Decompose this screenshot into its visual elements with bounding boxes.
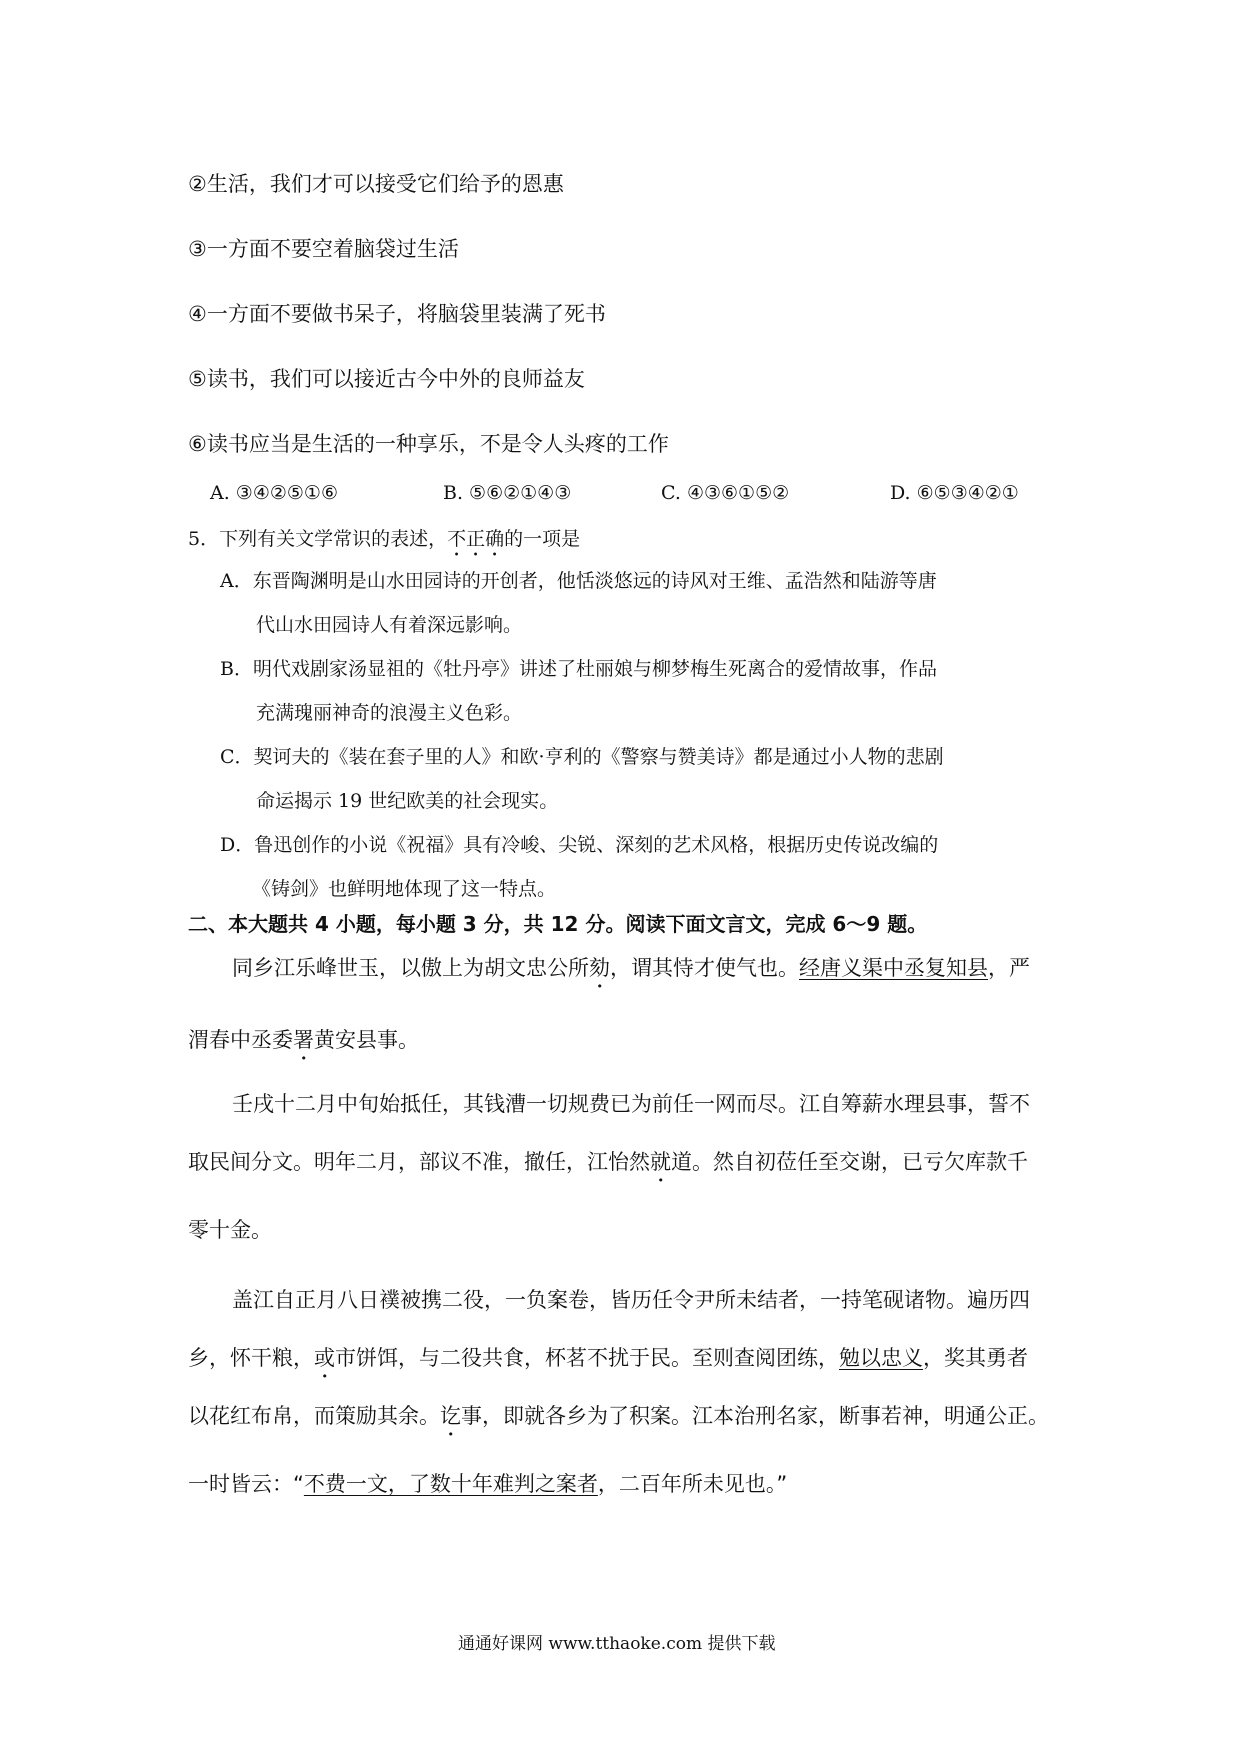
passage-text: ，谓其恃才使气也。 bbox=[610, 956, 799, 980]
passage-emphasis: 或 bbox=[314, 1346, 335, 1370]
sequence-item-5: ⑤读书，我们可以接近古今中外的良师益友 bbox=[188, 367, 585, 391]
q5-option-d-line2: 《铸剑》也鲜明地体现了这一特点。 bbox=[252, 878, 557, 900]
passage-p3-line2 bbox=[188, 1346, 1028, 1383]
sequence-item-6: ⑥读书应当是生活的一种享乐，不是令人头疼的工作 bbox=[188, 432, 669, 456]
passage-emphasis: 讫 bbox=[440, 1404, 461, 1428]
passage-text: 一时皆云：“ bbox=[188, 1472, 304, 1496]
q5-option-c-line1: C．契诃夫的《装在套子里的人》和欧·亨利的《警察与赞美诗》都是通过小人物的悲剧 bbox=[220, 746, 944, 768]
passage-text: 以花红布帛，而策励其余。 bbox=[188, 1404, 440, 1428]
passage-text: ，奖其勇者 bbox=[923, 1346, 1028, 1370]
passage-p1-line2 bbox=[188, 1028, 419, 1065]
passage-text: 取民间分文。明年二月，部议不准，撤任，江怡然 bbox=[188, 1150, 650, 1174]
sequence-item-4: ④一方面不要做书呆子，将脑袋里装满了死书 bbox=[188, 302, 606, 326]
q5-option-b-line2: 充满瑰丽神奇的浪漫主义色彩。 bbox=[256, 702, 523, 724]
passage-underline: 经唐义渠中丞复知县 bbox=[799, 956, 988, 980]
page-footer: 通通好课网 www.tthaoke.com 提供下载 bbox=[458, 1634, 776, 1654]
passage-text: ，二百年所未见也。” bbox=[597, 1472, 788, 1496]
passage-emphasis: 署 bbox=[293, 1028, 314, 1052]
passage-p1-line1 bbox=[232, 956, 1030, 993]
sequence-item-3: ③一方面不要空着脑袋过生活 bbox=[188, 237, 459, 261]
q5-option-a-line1: A．东晋陶渊明是山水田园诗的开创者，他恬淡悠远的诗风对王维、孟浩然和陆游等唐 bbox=[220, 570, 937, 592]
passage-text: 乡，怀干粮， bbox=[188, 1346, 314, 1370]
passage-p3-line3 bbox=[188, 1404, 1049, 1441]
q4-option-a: A. ③④②⑤①⑥ bbox=[210, 482, 338, 504]
passage-text: 黄安县事。 bbox=[314, 1028, 419, 1052]
passage-p3-line4 bbox=[188, 1474, 787, 1495]
passage-emphasis: 劾 bbox=[589, 956, 610, 980]
q4-option-b: B. ⑤⑥②①④③ bbox=[443, 482, 572, 504]
q5-option-a-line2: 代山水田园诗人有着深远影响。 bbox=[256, 614, 523, 636]
q4-option-c: C. ④③⑥①⑤② bbox=[661, 482, 790, 504]
passage-emphasis: 就 bbox=[650, 1150, 671, 1174]
passage-text: 道。然自初莅任至交谢，已亏欠库款千 bbox=[671, 1150, 1028, 1174]
q5-option-c-line2: 命运揭示 19 世纪欧美的社会现实。 bbox=[256, 790, 559, 812]
sequence-item-2: ②生活，我们才可以接受它们给予的恩惠 bbox=[188, 172, 564, 196]
q5-stem-emphasis: 不正确 bbox=[447, 528, 505, 550]
q5-stem-post: 的一项是 bbox=[504, 528, 581, 550]
q4-option-d: D. ⑥⑤③④②① bbox=[890, 482, 1019, 504]
passage-underline: 不费一文，了数十年难判之案者 bbox=[303, 1472, 598, 1496]
q5-stem-pre: 5．下列有关文学常识的表述， bbox=[188, 528, 448, 550]
section-2-heading: 二、本大题共 4 小题，每小题 3 分，共 12 分。阅读下面文言文，完成 6～9 题。 bbox=[188, 912, 928, 936]
passage-text: 同乡江乐峰世玉，以傲上为胡文忠公所 bbox=[232, 956, 589, 980]
q5-stem bbox=[188, 528, 580, 561]
passage-text: 市饼饵，与二役共食，杯茗不扰于民。至则查阅团练， bbox=[335, 1346, 839, 1370]
passage-text: 渭春中丞委 bbox=[188, 1028, 293, 1052]
passage-text: 事，即就各乡为了积案。江本治刑名家，断事若神，明通公正。 bbox=[461, 1404, 1049, 1428]
passage-p3-line1: 盖江自正月八日襆被携二役，一负案卷，皆历任令尹所未结者，一持笔砚诸物。遍历四 bbox=[232, 1288, 1030, 1312]
passage-text: ，严 bbox=[988, 956, 1030, 980]
q5-option-d-line1: D．鲁迅创作的小说《祝福》具有冷峻、尖锐、深刻的艺术风格，根据历史传说改编的 bbox=[220, 834, 939, 856]
passage-underline: 勉以忠义 bbox=[839, 1346, 923, 1370]
passage-p2-line3: 零十金。 bbox=[188, 1218, 272, 1242]
q5-option-b-line1: B．明代戏剧家汤显祖的《牡丹亭》讲述了杜丽娘与柳梦梅生死离合的爱情故事，作品 bbox=[220, 658, 937, 680]
passage-p2-line1: 壬戌十二月中旬始抵任，其钱漕一切规费已为前任一网而尽。江自筹薪水理县事，誓不 bbox=[232, 1092, 1030, 1116]
passage-p2-line2 bbox=[188, 1150, 1028, 1187]
